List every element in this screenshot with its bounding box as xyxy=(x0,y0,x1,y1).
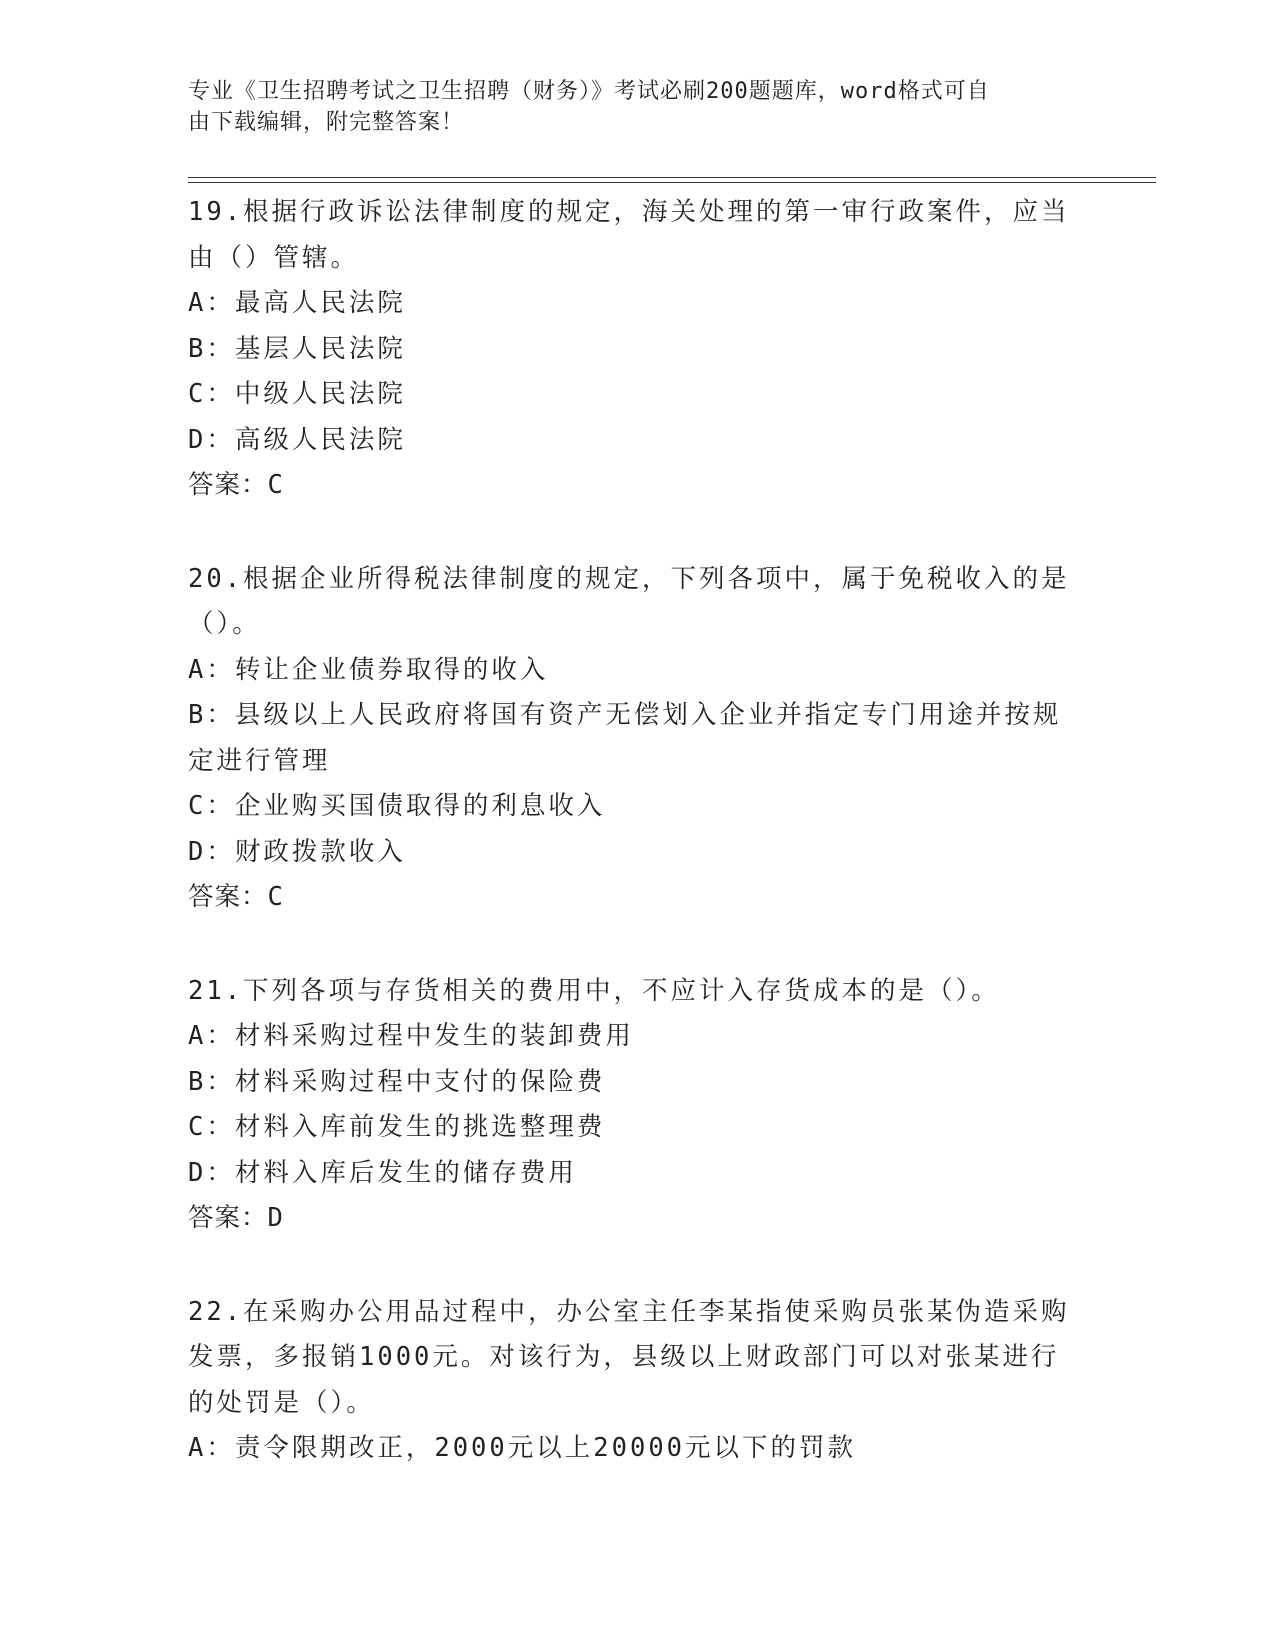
option-d: D：财政拨款收入 xyxy=(188,836,406,867)
option-c: C：材料入库前发生的挑选整理费 xyxy=(188,1112,606,1142)
option-b: B：县级以上人民政府将国有资产无偿划入企业并指定专门用途并按规 xyxy=(188,700,1062,730)
option-a: A：材料采购过程中发生的装卸费用 xyxy=(188,1021,634,1051)
question-stem-line: 由（）管辖。 xyxy=(188,242,360,273)
header-line-2: 由下载编辑，附完整答案！ xyxy=(188,110,465,135)
question-stem-line: 19.根据行政诉讼法律制度的规定，海关处理的第一审行政案件，应当 xyxy=(188,197,1070,227)
question-list xyxy=(188,190,1088,1520)
header-line-1: 专业《卫生招聘考试之卫生招聘（财务）》考试必刷200题题库，word格式可自 xyxy=(188,79,990,104)
option-c: C：中级人民法院 xyxy=(188,379,406,409)
document-header xyxy=(188,76,1068,138)
question-stem-line: （）。 xyxy=(188,609,261,639)
option-b: B：材料采购过程中支付的保险费 xyxy=(188,1066,606,1097)
option-a: A：责令限期改正，2000元以上20000元以下的罚款 xyxy=(188,1433,857,1463)
option-b: B：基层人民法院 xyxy=(188,333,406,364)
option-b-continued: 定进行管理 xyxy=(188,745,331,776)
option-d: D：高级人民法院 xyxy=(188,424,406,455)
header-rule-bottom xyxy=(188,182,1156,183)
question-stem-line: 发票，多报销1000元。对该行为，县级以上财政部门可以对张某进行 xyxy=(188,1342,1060,1372)
answer-line: 答案：D xyxy=(188,1203,284,1233)
question-21 xyxy=(188,969,1088,1242)
option-a: A：最高人民法院 xyxy=(188,288,406,318)
question-stem-line: 21.下列各项与存货相关的费用中，不应计入存货成本的是（）。 xyxy=(188,975,1000,1006)
question-19 xyxy=(188,190,1088,509)
option-c: C：企业购买国债取得的利息收入 xyxy=(188,791,606,821)
header-rule-top xyxy=(188,177,1156,178)
question-20 xyxy=(188,557,1088,921)
question-stem-line: 20.根据企业所得税法律制度的规定，下列各项中，属于免税收入的是 xyxy=(188,563,1070,594)
option-a: A：转让企业债券取得的收入 xyxy=(188,654,549,685)
answer-line: 答案：C xyxy=(188,882,284,912)
question-stem-line: 的处罚是（）。 xyxy=(188,1387,375,1418)
question-stem-line: 22.在采购办公用品过程中，办公室主任李某指使采购员张某伪造采购 xyxy=(188,1296,1070,1327)
question-22 xyxy=(188,1290,1088,1472)
option-d: D：材料入库后发生的储存费用 xyxy=(188,1157,577,1188)
answer-line: 答案：C xyxy=(188,470,284,500)
